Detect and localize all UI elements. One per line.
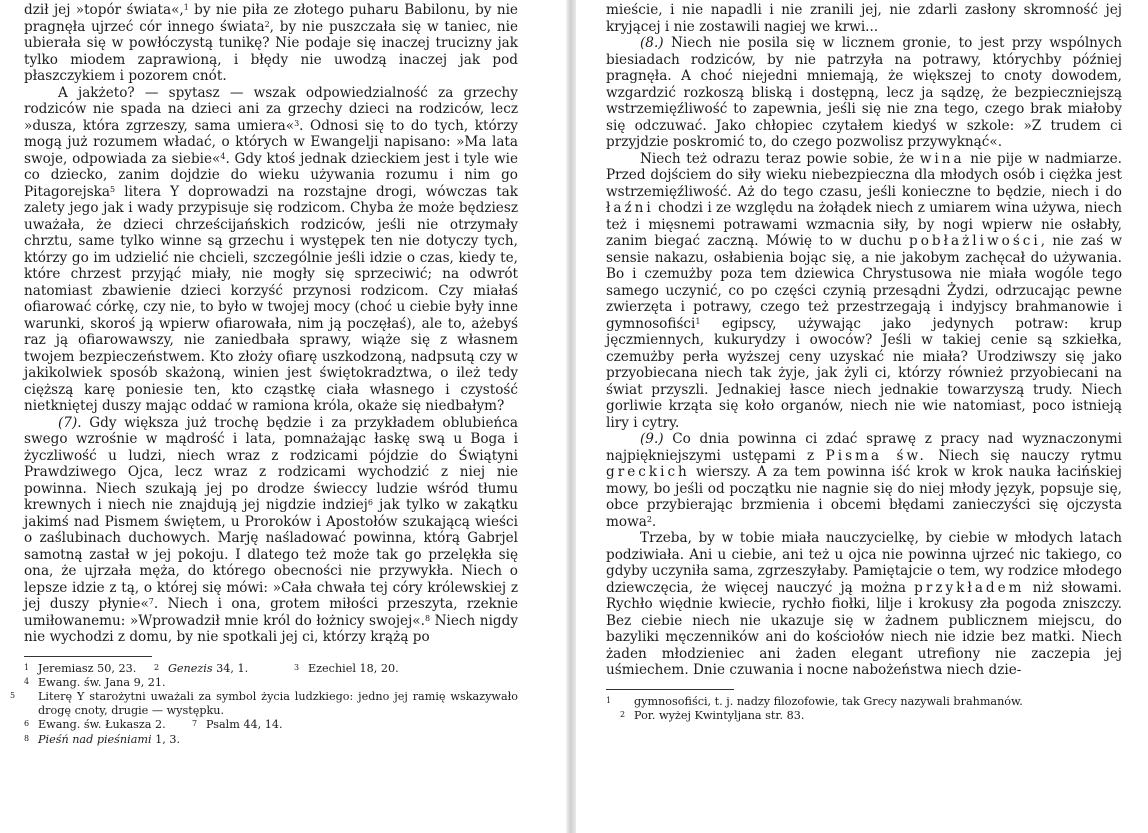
footnote-8: 8 Pieśń nad pieśniami 1, 3.: [24, 732, 181, 746]
footnote-2: 2 Por. wyżej Kwintyljana str. 83.: [620, 708, 805, 722]
footnote-rule: [606, 689, 734, 690]
paragraph: (7). Gdy większa już trochę będzie i za przykładem oblubieńca swego wzrośnie w mądrość i lata, pomnażając łaskę swą u Boga i życzliwość u ludzi, niech wraz z rodzicami pójdzie do Świątyni Prawdziwego Ojca, lecz wraz z rodzicami wychodzić z niej nie powinna. Niech szukają jej po drodze świeccy ludzie wśród tłumu krewnych i niech nie znajdują jej nigdzie indziej$^6$ jak tylko w zakątku jakimś nad Pismem świętem, u Proroków i Apostołów szukającą wieści o zaślubinach duchowych. Marję naśladować powinna, którą Gabrjel samotną zastał w jej pokoju. I dlatego też może tak go przelękła się ona, że ujrzała męża, do którego obecności nie przywykła. Niech o lepsze idzie z tą, o której się mówi: »Cała chwała tej córy królewskiej z jej duszy płynie«$^7$. Niech i ona, grotem miłości przeszyta, rzeknie umiłowanemu: »Wprowadził mnie król do łożnicy swojej«.$^8$ Niech nigdy nie wychodzi z domu, by nie spotkali jej ci, którzy krążą po: [24, 414, 518, 645]
footnote-marker: 1: [695, 316, 701, 326]
footnote-2: 2 Genezis 34, 1.: [154, 661, 249, 675]
footnote-marker: 3: [294, 118, 300, 128]
footnote-7: 7 Psalm 44, 14.: [192, 718, 283, 732]
paragraph: (8.) Niech nie posila się w licznem gronie, to jest przy wspólnych biesiadach rodziców, by nie patrzyła na potrawy, którychby później pragnęła. A choć niejedni mniemają, że większej to cnoty dowodem, wzgardzić rozkoszą bliską i dostępną, lecz ja sądzę, że bezpieczniejszą wstrzemięźliwość to zapewnia, jeśli się nie zna tego, czego brak miałoby się odczuwać. Jako chłopiec czytałem kiedyś w szkole: »Z trudem ci przyjdzie poskromić to, do czego pozwolisz przywyknąć«.: [606, 35, 1122, 150]
spaced-emphasis: Pisma św.: [825, 447, 927, 464]
paragraph: dził jej »topór świata«,$^1$ by nie piła ze złotego puharu Babilonu, by nie pragnęła ujrzeć cór innego świata$^2$, by nie puszczała się w taniec, nie ubierała się w powłóczystą tunikę? Nie podaje się inaczej trucizny jak tylko miodem zaprawioną, i błędy nie uwodzą inaczej jak pod płaszczykiem i pozorem cnót.: [24, 2, 518, 84]
right-page: [578, 0, 1148, 833]
footnote-4: 4 Ewang. św. Jana 9, 21.: [24, 675, 166, 689]
footnote-5: 5 Literę Y starożytni uważali za symbol życia ludzkiego: jedno jej ramię wskazywało drogę cnoty, drugie — występku.: [10, 690, 518, 717]
paragraph: mieście, i nie napadli i nie zranili jej, nie zdarli zasłony skromność jej kryjącej i nie zostawili nagiej we krwi...: [606, 2, 1122, 35]
footnote-6: 6 Ewang. św. Łukasza 2.: [24, 718, 166, 732]
spaced-emphasis: wina: [919, 150, 965, 167]
section-number: (9.): [640, 431, 664, 447]
right-footnotes: [606, 694, 1122, 723]
spaced-emphasis: greckich: [606, 464, 690, 480]
paragraph: (9.) Co dnia powinna ci zdać sprawę z pracy nad wyznaczonymi najpiękniejszymi ustępami z Pisma św. Niech się nauczy rytmu greckich wierszy. A za tem powinna iść krok w krok nauka łacińskiej mowy, bo jeśli od początku nie nagnie się do niej młody język, popsuje się, obce przybierając brzmienia i obcemi błędami zanieczyści się ojczysta mowa$^2$.: [606, 431, 1122, 530]
section-number: (8.): [640, 35, 664, 51]
paragraph: Niech też odrazu teraz powie sobie, że wina nie pije w nadmiarze. Przed dojściem do siły wieku niebezpieczna dla młodych osób i ciężka jest wstrzemięźliwość. Aż do tego czasu, jeśli konieczne to będzie, niech i do łaźni chodzi i ze względu na żołądek niech z umiarem wina używa, niech też i mięsnemi potrawami wzmacnia siły, by nogi wpierw nie osłabły, zanim biegać zaczną. Mówię to w duchu pobłażliwości, nie zaś w sensie nakazu, osłabienia bojąc się, a nie jakobym zachęcał do używania. Bo i czemużby poza tem dziewica Chrystusowa nie miała wogóle tego samego uczynić, co po części czynią przesądni Żydzi, odrzucając pewne zwierzęta i potrawy, czego też przestrzegają i indyjscy brahmanowie i gymnosofiści$^1$ egipscy, używając jako jedynych potraw: krup jęczmiennych, kukurydzy i owoców? Jeśli w takiej cenie są szkiełka, czemużby perła wyższej ceny uzyskać nie miała? Urodziwszy się jako przyobiecana niech tak żyje, jak żyli ci, którzy również przyobiecani na świat przyszli. Jednakiej łasce niech jednakie towarzyszą trudy. Niech gorliwie krząta się koło organów, niech nie wie natomiast, poco istnieją liry i cytry.: [606, 150, 1122, 431]
section-number: (7).: [58, 414, 82, 431]
spaced-emphasis: przykładem: [914, 579, 1025, 596]
left-footnotes: [10, 661, 518, 746]
footnote-marker: 6: [367, 498, 373, 507]
right-page-body: [606, 2, 1122, 679]
spaced-emphasis: pobłażliwości: [909, 233, 1041, 249]
left-page: [0, 0, 564, 833]
footnote-marker: 4: [220, 151, 226, 161]
footnote-3: 3 Ezechiel 18, 20.: [294, 661, 399, 675]
paragraph: Trzeba, by w tobie miała nauczycielkę, by ciebie w młodych latach podziwiała. Ani u ciebie, ani też u ojca nie powinna ujrzeć nic takiego, co gdyby uczyniła sama, zgrzeszyłaby. Pamiętajcie o tem, wy rodzice młodego dziewczęcia, że więcej nauczyć ją można przykładem niż słowami. Rychło więdnie kwiecie, rychło fiołki, lilje i krokusy zła pogoda zniszczy. Bez ciebie niech nie ukazuje się w żadnem publicznem miejscu, do bazyliki męczenników ani do kościołów niech nie idzie bez matki. Niech żaden młodzieniec ani żaden elegant utrefiony nie zaczepia jej uśmiechem. Dnie czuwania i nocne nabożeństwa niech dzie-: [606, 530, 1122, 678]
left-page-body: [24, 2, 518, 646]
footnote-1: 1 Jeremiasz 50, 23.: [24, 661, 137, 675]
footnote-marker: 2: [646, 514, 652, 524]
footnote-rule: [24, 656, 152, 657]
paragraph: A jakżeto? — spytasz — wszak odpowiedzialność za grzechy rodziców nie spada na dzieci ani za grzechy dzieci na rodziców, lecz »dusza, która zgrzeszy, sama umiera«$^3$. Odnosi się to do tych, którzy mogą już rozumem władać, o których w Ewangelji napisano: »Ma lata swoje, odpowiada za siebie«$^4$. Gdy ktoś jednak dzieckiem jest i tyle wie co dziecko, zanim dojdzie do wieku używania rozumu i nim go Pitagorejska$^5$ litera Y doprowadzi na rozstajne drogi, wówczas tak zalety jego jak i wady przypisuje się rodzicom. Chyba że może będziesz uważała, że dzieci chrześcijańskich rodziców, jeśli nie otrzymały chrztu, same tylko winne są grzechu i występek ten nie dotyczy tych, którzy go im udzielić nie chcieli, szczególnie jeśli idzie o czas, kiedy te, które chrzest przyjąć miały, nie mogły się sprzeciwić; na odwrót natomiast zbawienie dzieci korzyść przynosi rodzicom. Czy miałaś ofiarować córkę, czy nie, to było w twojej mocy (choć u ciebie były inne warunki, skoroś ją wpierw ofiarowała, nim ją poczęłaś), ale to, ażebyś raz ją ofiarowawszy, nie zaniedbała sprawy, wiąże się z własnem twojem bezpieczeństwem. Kto złoży ofiarę uszkodzoną, nadpsutą czy w jakikolwiek sposób skażoną, winien jest świętokradztwa, o ileż tedy cięższą karę poniesie ten, kto cząstkę ciała własnego i czystość nietkniętej duszy mając oddać w ramiona króla, okaże się niedbałym?: [24, 84, 519, 414]
footnote-marker: 8: [424, 613, 431, 623]
book-gutter: [566, 0, 576, 833]
footnote-marker: 1: [183, 3, 189, 12]
footnote-marker: 5: [110, 184, 116, 194]
footnote-1: 1 gymnosofiści, t. j. nadzy filozofowie, tak Grecy nazywali brahmanów.: [606, 694, 1023, 708]
footnote-marker: 2: [264, 19, 270, 29]
footnote-row: [24, 717, 518, 731]
footnote-row: [24, 661, 518, 675]
spaced-emphasis: łaźni: [606, 200, 654, 216]
footnote-marker: 7: [148, 597, 154, 606]
